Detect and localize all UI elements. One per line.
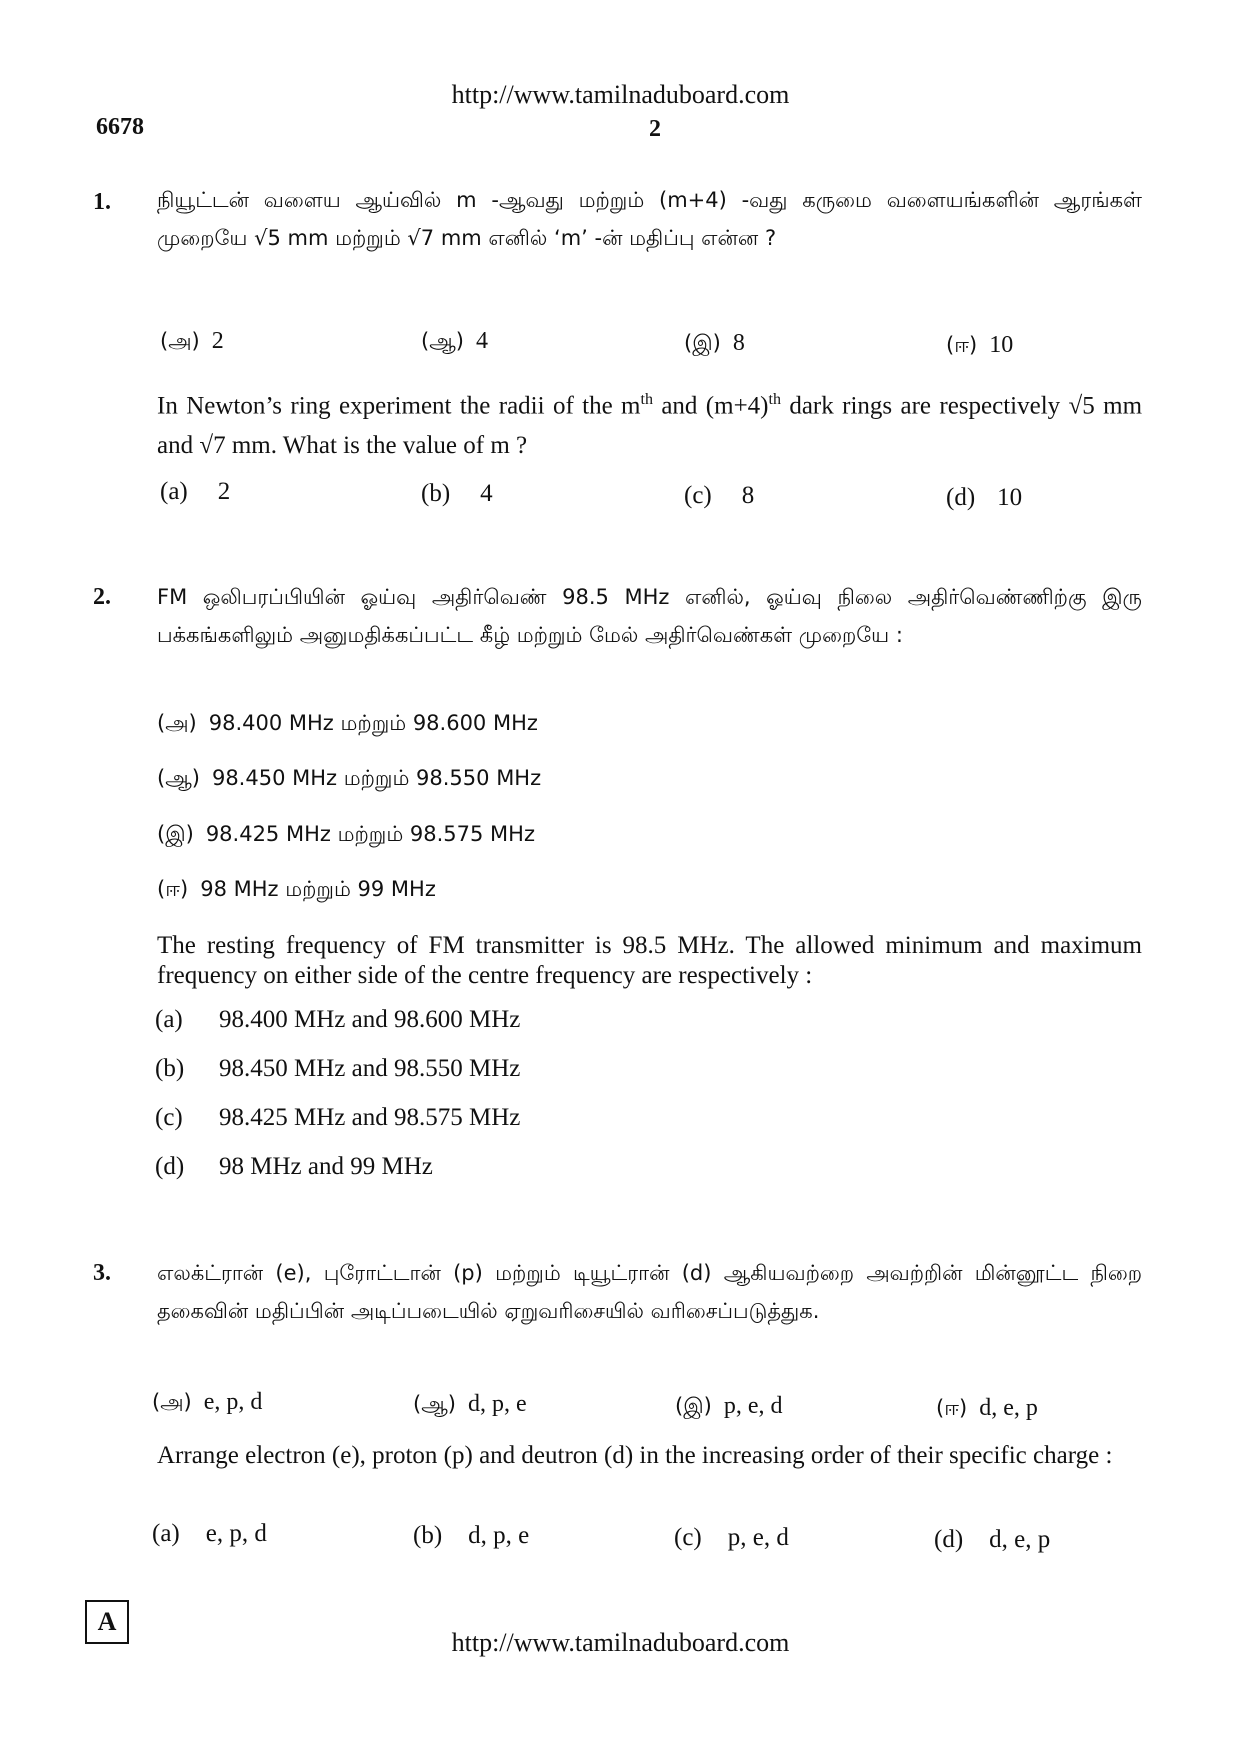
q3-english-option-d: (d) d, e, p	[934, 1526, 1051, 1553]
question-3-number: 3.	[93, 1260, 111, 1286]
q3-tamil-option-1: (அ) e, p, d	[152, 1389, 263, 1415]
question-2-english-text: The resting frequency of FM transmitter is 98.5 MHz. The allowed minimum and maximum frequency on either side of the centre frequency are respectively :	[157, 932, 1142, 989]
paper-code: 6678	[96, 114, 144, 140]
question-1-number: 1.	[93, 189, 111, 215]
q1-tamil-option-3: (இ) 8	[684, 330, 745, 356]
q3-english-option-b: (b) d, p, e	[413, 1522, 530, 1549]
header-url[interactable]: http://www.tamilnaduboard.com	[451, 80, 790, 109]
q3-english-option-c: (c) p, e, d	[674, 1524, 789, 1551]
q1-tamil-option-2: (ஆ) 4	[421, 328, 488, 354]
version-box: A	[85, 1600, 129, 1644]
q1-tamil-option-4: (ஈ) 10	[946, 332, 1014, 358]
q1-english-option-c: (c) 8	[684, 482, 755, 509]
q2-tamil-option-4: (ஈ) 98 MHz மற்றும் 99 MHz	[157, 877, 436, 901]
q2-tamil-option-2: (ஆ) 98.450 MHz மற்றும் 98.550 MHz	[157, 766, 542, 790]
q1-english-option-d: (d) 10	[946, 484, 1023, 511]
question-3-english-text: Arrange electron (e), proton (p) and deutron (d) in the increasing order of their specific charge :	[157, 1442, 1113, 1469]
q2-tamil-option-1: (அ) 98.400 MHz மற்றும் 98.600 MHz	[157, 711, 538, 735]
question-1-english-text: In Newton’s ring experiment the radii of the $m^{th}$ and $(m+4)^{th}$ dark rings are respectively √5 mm and √7 mm. What is the value of m ?	[157, 391, 1143, 460]
q1-tamil-option-1: (அ) 2	[160, 328, 224, 354]
q3-tamil-option-3: (இ) p, e, d	[675, 1393, 783, 1419]
q3-tamil-option-4: (ஈ) d, e, p	[936, 1395, 1038, 1421]
footer-url[interactable]: http://www.tamilnaduboard.com	[451, 1628, 790, 1657]
question-2-number: 2.	[93, 584, 111, 610]
question-2-tamil-text: FM ஒலிபரப்பியின் ஓய்வு அதிர்வெண் 98.5 MHz எனில், ஓய்வு நிலை அதிர்வெண்ணிற்கு இரு பக்கங்களிலும் அனுமதிக்கப்பட்ட கீழ் மற்றும் மேல் அதிர்வெண்கள் முறையே :	[157, 585, 1142, 647]
question-1-tamil-text: நியூட்டன் வளைய ஆய்வில் m -ஆவது மற்றும் (m+4) -வது கருமை வளையங்களின் ஆரங்கள் முறையே √5 mm மற்றும் √7 mm எனில் ‘m’ -ன் மதிப்பு என்ன ?	[157, 188, 1142, 250]
question-3-tamil-text: எலக்ட்ரான் (e), புரோட்டான் (p) மற்றும் டியூட்ரான் (d) ஆகியவற்றை அவற்றின் மின்னூட்ட நிறை தகைவின் மதிப்பின் அடிப்படையில் ஏறுவரிசையில் வரிசைப்படுத்துக.	[157, 1261, 1142, 1323]
q3-english-option-a: (a) e, p, d	[152, 1520, 267, 1547]
q3-tamil-option-2: (ஆ) d, p, e	[413, 1391, 527, 1417]
q1-english-option-b: (b) 4	[421, 480, 493, 507]
page-number: 2	[649, 116, 661, 142]
q2-tamil-option-3: (இ) 98.425 MHz மற்றும் 98.575 MHz	[157, 822, 535, 846]
q1-english-option-a: (a) 2	[160, 478, 231, 505]
